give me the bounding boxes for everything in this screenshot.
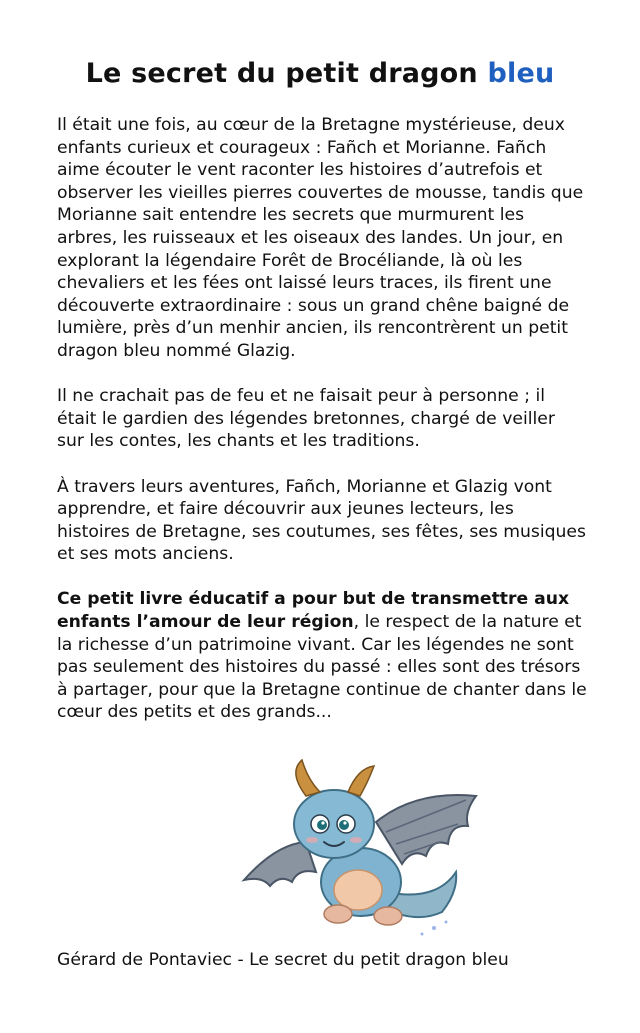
paragraph-purpose-rest: , le respect de la nature et la richesse d’un patrimoine vivant. Car les légendes ne sont pas seulement des histoires du passé : elles sont des trésors à partager, pour que la Bretagne continue de chanter dans le cœur des petits et des grands... [57, 612, 587, 723]
story-text [57, 114, 587, 747]
paragraph-purpose [57, 588, 587, 724]
title-main: Le secret du petit dragon [85, 58, 478, 89]
paragraph-purpose-bold: Ce petit livre éducatif a pour but de transmettre aux enfants l’amour de leur région [57, 589, 570, 633]
paragraph-adventures: À travers leurs aventures, Fañch, Morianne et Glazig vont apprendre, et faire découvrir aux jeunes lecteurs, les histoires de Bretagne, ses coutumes, ses fêtes, ses musiques et ses mots anciens. [57, 476, 586, 565]
dragon-illustration [236, 752, 486, 942]
footer-credit: Gérard de Pontaviec - Le secret du petit dragon bleu [57, 950, 509, 970]
paragraph-guardian: Il ne crachait pas de feu et ne faisait peur à personne ; il était le gardien des légendes bretonnes, chargé de veiller sur les contes, les chants et les traditions. [57, 386, 555, 452]
page-title [0, 56, 640, 92]
title-accent: bleu [487, 58, 555, 89]
dragon-icon [236, 752, 486, 942]
paragraph-intro: Il était une fois, au cœur de la Bretagne mystérieuse, deux enfants curieux et courageux : Fañch et Morianne. Fañch aime écouter le vent raconter les histoires d’autrefois et observer les vieilles pierres couvertes de mousse, tandis que Morianne sait entendre les secrets que murmurent les arbres, les ruisseaux et les oiseaux des landes. Un jour, en explorant la légendaire Forêt de Brocéliande, là où les chevaliers et les fées ont laissé leurs traces, ils firent une découverte extraordinaire : sous un grand chêne baigné de lumière, près d’un menhir ancien, ils rencontrèrent un petit dragon bleu nommé Glazig. [57, 115, 584, 361]
